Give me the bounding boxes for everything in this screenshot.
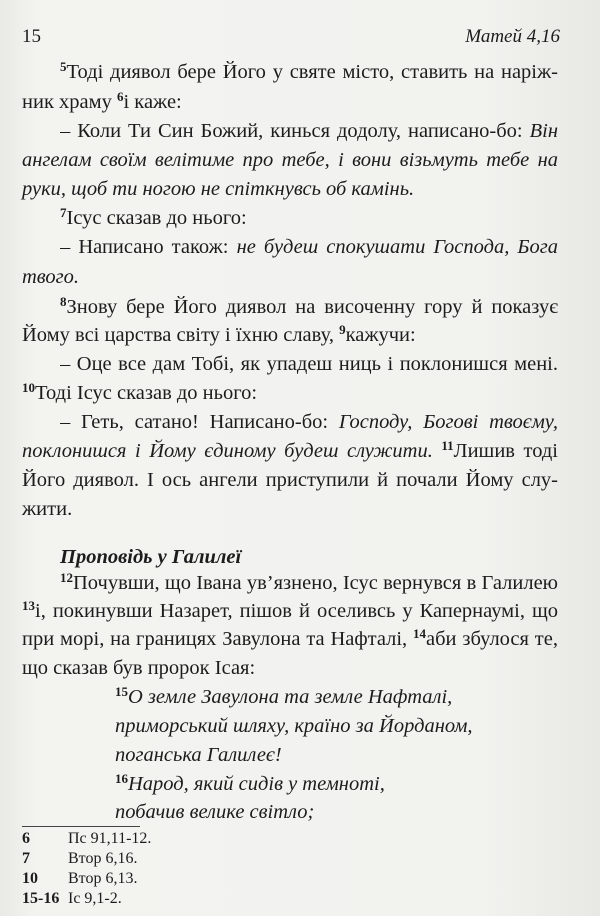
footnote <box>22 869 137 888</box>
text-segment: кажучи: <box>345 324 416 346</box>
footnote-verse: 15-16 <box>22 890 60 907</box>
text-segment: Тоді Ісус сказав до нього: <box>35 382 258 404</box>
text-segment: О земле Завулона та земле Нафталі, <box>128 686 453 708</box>
verse-number: 10 <box>22 380 35 395</box>
text-segment: Тоді диявол бере Його у святе місто, ставить на наріж- <box>66 61 558 83</box>
verse-number: 9 <box>339 322 346 337</box>
text-line <box>60 119 558 143</box>
section-heading: Проповідь у Галилеї <box>60 546 242 568</box>
footnote-verse: 6 <box>22 830 30 847</box>
text-segment: Знову бере Його диявол на височенну гору й показує <box>66 296 558 318</box>
text-line <box>60 235 558 259</box>
verse-number: 13 <box>22 599 35 613</box>
text-segment: Народ, який сидів у темноті, <box>128 773 385 795</box>
verse-number: 7 <box>60 205 67 220</box>
footnote <box>22 889 122 908</box>
text-segment: Його диявол. І ось ангели приступили й почали Йому слу- <box>22 469 558 491</box>
text-line <box>115 714 473 738</box>
text-segment: приморський шляху, країно за Йорданом, <box>115 715 473 737</box>
text-segment: – Написано також: <box>60 236 237 258</box>
text-segment: Господу, Богові твоєму, <box>338 411 558 433</box>
text-segment: при морі, на границях Завулона та Нафталі, <box>22 628 414 650</box>
text-segment: Почувши, що Івана ув’язнено, Ісус вернувся в Галилею <box>73 572 558 594</box>
verse-number: 12 <box>60 571 73 585</box>
text-segment: ник храму <box>22 91 117 113</box>
text-line <box>60 571 558 595</box>
text-line <box>115 772 385 796</box>
text-line <box>22 381 257 405</box>
text-segment: – Коли Ти Син Божий, кинься додолу, написано-бо: <box>60 120 530 142</box>
text-line <box>115 685 452 709</box>
verse-number: 5 <box>60 60 67 74</box>
text-segment: ангелам своїм велітиме про тебе, і вони візьмуть тебе на <box>22 149 558 171</box>
page-number: 15 <box>22 26 41 47</box>
verse-number: 8 <box>60 295 67 309</box>
verse-number: 11 <box>441 439 454 453</box>
footnote-ref: Втор 6,16. <box>68 850 138 867</box>
text-line <box>22 468 558 492</box>
footnote-ref: Втор 6,13. <box>68 870 138 887</box>
text-segment: не будеш спокушати Господа, Бога <box>236 236 558 258</box>
text-line <box>22 599 558 623</box>
text-segment: Ісус сказав до нього: <box>66 207 247 229</box>
verse-number: 16 <box>115 771 128 786</box>
text-line <box>22 177 414 201</box>
running-title: Матей 4,16 <box>465 26 560 47</box>
footnote-divider <box>22 826 140 827</box>
text-segment: і каже: <box>123 91 182 113</box>
footnote <box>22 849 137 868</box>
verse-number: 15 <box>115 684 128 699</box>
footnote-verse: 7 <box>22 850 30 867</box>
text-line <box>22 265 79 289</box>
footnote-ref: Пс 91,11-12. <box>68 830 152 847</box>
text-segment: твого. <box>22 266 80 288</box>
verse-number: 6 <box>116 89 124 104</box>
footnote-ref: Іс 9,1-2. <box>68 890 122 907</box>
text-line <box>22 439 558 463</box>
text-segment: Лишив тоді <box>453 440 558 462</box>
text-line <box>22 148 558 172</box>
text-segment: аби збулося те, <box>426 628 558 650</box>
text-segment: жити. <box>22 498 73 520</box>
text-line <box>60 206 247 230</box>
text-line <box>22 497 72 521</box>
text-segment: Йому всі царства світу і їхню славу, <box>22 324 340 346</box>
text-segment: – Геть, сатано! Написано-бо: <box>60 411 339 433</box>
text-segment: – Оце все дам Тобі, як упадеш ниць і поклонишся мені. <box>60 353 558 375</box>
footnote <box>22 829 151 848</box>
text-line <box>115 800 314 824</box>
text-line <box>22 90 182 114</box>
text-segment: що сказав був пророк Ісая: <box>22 657 256 679</box>
text-line <box>115 743 282 767</box>
text-line <box>22 627 558 651</box>
footnote-verse: 10 <box>22 870 38 887</box>
text-segment: і, покинувши Назарет, пішов й оселивсь у Капернаумі, що <box>35 600 558 622</box>
text-segment: поклонишся і Йому єдиному будеш служити. <box>22 440 442 462</box>
verse-number: 14 <box>413 627 427 641</box>
text-line <box>60 295 558 319</box>
text-line <box>60 352 558 376</box>
text-line <box>60 60 558 84</box>
text-segment: поганська Галилеє! <box>115 744 282 766</box>
text-segment: побачив велике світло; <box>115 801 315 823</box>
text-line <box>22 323 416 347</box>
text-line <box>22 656 255 680</box>
text-line <box>60 410 558 434</box>
text-segment: Він <box>529 120 558 142</box>
text-segment: руки, щоб ти ногою не спіткнувсь об камінь. <box>22 178 415 200</box>
